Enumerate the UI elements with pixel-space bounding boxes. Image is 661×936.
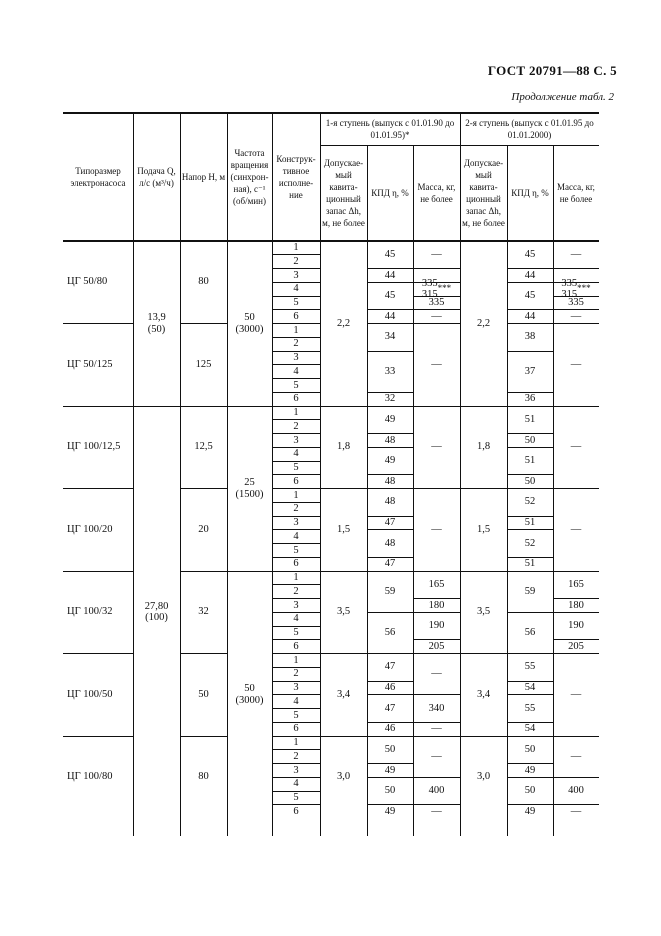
efficiency-stage-1: 47 [384, 558, 396, 570]
header-speed: Частота вращения (синхрон-ная), с⁻¹ (об/мин) [230, 147, 269, 207]
npsh-stage-1: 1,8 [336, 441, 351, 453]
mass-stage-2: — [570, 688, 582, 700]
head-value: 125 [195, 358, 212, 370]
table-rule [367, 571, 460, 572]
npsh-stage-2: 3,4 [476, 688, 491, 700]
table-rule [63, 653, 133, 654]
pump-size: ЦГ 100/50 [67, 688, 113, 700]
table-rule [227, 406, 272, 407]
pump-size: ЦГ 50/80 [67, 276, 108, 288]
table-rule [367, 736, 460, 737]
table-rule [367, 323, 460, 324]
efficiency-stage-1: 48 [384, 434, 396, 446]
header-npsh-1: Допускае-мый кавита-ционный запас Δh, м, не более [322, 157, 365, 229]
flow-value: 13,9 (50) [147, 311, 166, 335]
table-rule [272, 447, 320, 448]
efficiency-stage-1: 48 [384, 537, 396, 549]
table-rule [180, 571, 227, 572]
header-head: Напор H, м [181, 171, 226, 182]
design-number: 2 [293, 668, 299, 680]
header-npsh-2: Допускае-мый кавита-ционный запас Δh, м, не более [462, 157, 505, 229]
table-rule [272, 474, 320, 475]
header-eff-2: КПД η, % [511, 187, 549, 198]
efficiency-stage-1: 44 [384, 269, 396, 281]
table-rule [367, 653, 460, 654]
mass-stage-1: 205 [428, 640, 445, 652]
mass-stage-2: 165 [568, 578, 584, 590]
table-rule [272, 296, 320, 297]
efficiency-stage-1: 49 [384, 413, 396, 425]
header-mass-1: Масса, кг, не более [417, 181, 456, 204]
table-rule [272, 529, 320, 530]
design-number: 5 [293, 544, 299, 556]
table-rule [553, 268, 599, 269]
head-value: 50 [198, 688, 209, 700]
table-rule [272, 694, 320, 695]
table-rule [272, 612, 320, 613]
efficiency-stage-2: 44 [524, 269, 536, 281]
table-rule [272, 571, 320, 572]
efficiency-stage-2: 51 [524, 517, 536, 529]
efficiency-stage-1: 50 [384, 785, 396, 797]
efficiency-stage-2: 54 [524, 682, 536, 694]
header-size: Типоразмер электронасоса [70, 165, 126, 188]
mass-stage-2: — [570, 523, 582, 535]
table-rule [272, 653, 320, 654]
speed-value: 25 (1500) [235, 476, 264, 500]
design-number: 5 [293, 709, 299, 721]
efficiency-stage-1: 32 [384, 393, 396, 405]
npsh-stage-1: 2,2 [336, 317, 351, 329]
table-rule [272, 309, 320, 310]
speed-value: 50 (3000) [235, 683, 264, 706]
table-rule [413, 268, 460, 269]
npsh-stage-2: 1,5 [476, 523, 491, 535]
mass-stage-1: 190 [428, 620, 445, 632]
efficiency-stage-1: 59 [384, 585, 396, 597]
efficiency-stage-2: 45 [524, 290, 536, 302]
design-number: 4 [293, 530, 299, 542]
design-number: 2 [293, 255, 299, 267]
efficiency-stage-1: 47 [384, 702, 396, 714]
header-flow: Подача Q, л/с (м³/ч) [137, 165, 176, 188]
table-rule [272, 282, 320, 283]
design-number: 3 [293, 269, 299, 281]
table-rule [180, 323, 227, 324]
pump-size: ЦГ 50/125 [67, 358, 113, 370]
table-rule [272, 323, 320, 324]
table-rule [272, 736, 320, 737]
efficiency-stage-1: 47 [384, 517, 396, 529]
table-rule [272, 516, 320, 517]
table-rule [272, 502, 320, 503]
mass-stage-1: 165 [428, 578, 445, 590]
efficiency-stage-1: 48 [384, 475, 396, 487]
npsh-stage-2: 3,5 [476, 606, 491, 618]
mass-stage-1: — [431, 668, 442, 680]
design-number: 2 [293, 585, 299, 597]
design-number: 2 [293, 750, 299, 762]
mass-stage-1: 180 [428, 599, 445, 611]
table-rule [413, 145, 414, 241]
table-rule [507, 323, 599, 324]
npsh-stage-1: 3,5 [336, 606, 351, 618]
efficiency-stage-2: 50 [524, 434, 536, 446]
pump-size: ЦГ 100/12,5 [67, 441, 121, 453]
head-value: 80 [198, 276, 209, 288]
mass-stage-1: — [431, 750, 442, 762]
table-rule [272, 433, 320, 434]
table-rule [180, 406, 227, 407]
table-rule [272, 364, 320, 365]
table-rule [272, 351, 320, 352]
design-number: 3 [293, 682, 299, 694]
efficiency-stage-2: 54 [524, 723, 536, 735]
efficiency-stage-2: 36 [524, 393, 536, 405]
efficiency-stage-2: 49 [524, 805, 536, 817]
mass-stage-2: 180 [568, 599, 584, 611]
mass-stage-1: 335 [428, 297, 445, 309]
design-number: 3 [293, 434, 299, 446]
design-number: 2 [293, 420, 299, 432]
table-rule [272, 543, 320, 544]
table-rule [320, 406, 367, 407]
pump-size: ЦГ 100/80 [67, 771, 113, 783]
efficiency-stage-2: 51 [524, 558, 536, 570]
efficiency-stage-1: 33 [384, 365, 396, 377]
design-number: 4 [293, 448, 299, 460]
design-number: 6 [293, 558, 299, 570]
mass-stage-2: 335 *** [561, 277, 591, 294]
table-rule [272, 557, 320, 558]
design-number: 1 [293, 489, 299, 501]
mass-stage-1: 400 [428, 785, 445, 797]
mass-stage-2: — [570, 750, 582, 762]
header-stage-1: 1-я ступень (выпуск с 01.01.90 до 01.01.95)* [325, 117, 455, 140]
table-rule [272, 681, 320, 682]
table-rule [227, 571, 272, 572]
npsh-stage-2: 3,0 [476, 771, 491, 783]
head-value: 32 [198, 606, 209, 618]
mass-stage-1: 340 [428, 702, 445, 714]
table-rule [180, 113, 181, 241]
table-rule [553, 145, 554, 241]
table-rule [272, 378, 320, 379]
mass-stage-2: 400 [568, 785, 584, 797]
efficiency-stage-1: 45 [384, 248, 396, 260]
design-number: 2 [293, 503, 299, 515]
table-rule [227, 113, 228, 241]
table-rule [272, 667, 320, 668]
efficiency-stage-2: 50 [524, 475, 536, 487]
table-rule [460, 653, 507, 654]
head-value: 20 [198, 523, 209, 535]
efficiency-stage-1: 44 [384, 310, 396, 322]
design-number: 6 [293, 640, 299, 652]
table-rule [272, 777, 320, 778]
efficiency-stage-2: 55 [524, 702, 536, 714]
design-number: 4 [293, 778, 299, 790]
speed-value: 50 (3000) [235, 311, 264, 335]
table-rule [133, 113, 134, 241]
mass-stage-1: — [431, 523, 442, 535]
table-rule [320, 736, 367, 737]
design-number: 4 [293, 365, 299, 377]
table-rule [460, 571, 507, 572]
table-rule [272, 254, 320, 255]
mass-stage-2: — [570, 248, 582, 260]
head-value: 80 [198, 771, 209, 783]
design-number: 4 [293, 613, 299, 625]
design-number: 1 [293, 324, 299, 336]
design-number: 5 [293, 792, 299, 804]
efficiency-stage-1: 56 [384, 627, 396, 639]
table-rule [272, 488, 320, 489]
table-rule [63, 406, 133, 407]
design-number: 3 [293, 352, 299, 364]
table-rule [507, 145, 508, 241]
table-rule [507, 736, 599, 737]
header-mass-2: Масса, кг, не более [557, 181, 595, 204]
design-number: 6 [293, 310, 299, 322]
table-rule [460, 113, 461, 241]
efficiency-stage-2: 52 [524, 496, 536, 508]
efficiency-stage-2: 44 [524, 310, 536, 322]
efficiency-stage-1: 49 [384, 764, 396, 776]
efficiency-stage-2: 45 [524, 248, 536, 260]
mass-stage-2: 335 [568, 297, 584, 309]
design-number: 3 [293, 517, 299, 529]
design-number: 1 [293, 407, 299, 419]
design-number: 6 [293, 723, 299, 735]
design-number: 4 [293, 283, 299, 295]
table-rule [367, 406, 460, 407]
table-continuation-label: Продолжение табл. 2 [511, 91, 614, 103]
table-rule [133, 406, 180, 407]
table-rule [272, 419, 320, 420]
mass-stage-2: — [570, 441, 582, 453]
table-rule [272, 392, 320, 393]
table-rule [507, 488, 599, 489]
design-number: 4 [293, 695, 299, 707]
efficiency-stage-2: 51 [524, 455, 536, 467]
design-number: 3 [293, 764, 299, 776]
efficiency-stage-2: 56 [524, 627, 536, 639]
efficiency-stage-2: 37 [524, 365, 536, 377]
table-rule [507, 571, 599, 572]
npsh-stage-1: 1,5 [336, 523, 351, 535]
mass-stage-1: — [431, 358, 442, 370]
table-rule [460, 406, 507, 407]
efficiency-stage-2: 55 [524, 661, 536, 673]
table-rule [320, 113, 321, 241]
flow-value: 27,80 (100) [144, 600, 169, 624]
mass-stage-1: 335 *** [421, 277, 452, 294]
table-rule [460, 736, 507, 737]
efficiency-stage-1: 49 [384, 805, 396, 817]
npsh-stage-1: 3,0 [336, 771, 351, 783]
header-design: Конструк-тивное исполне-ние [276, 153, 316, 201]
table-rule [272, 708, 320, 709]
table-rule [272, 268, 320, 269]
design-number: 1 [293, 242, 299, 254]
mass-stage-2: 205 [568, 640, 584, 652]
table-rule [272, 406, 320, 407]
mass-stage-1: — [431, 723, 442, 735]
table-rule [272, 113, 273, 241]
efficiency-stage-1: 47 [384, 661, 396, 673]
design-number: 6 [293, 393, 299, 405]
efficiency-stage-1: 46 [384, 682, 396, 694]
design-number: 5 [293, 297, 299, 309]
efficiency-stage-2: 52 [524, 537, 536, 549]
table-rule [320, 488, 367, 489]
efficiency-stage-2: 49 [524, 764, 536, 776]
design-number: 3 [293, 599, 299, 611]
table-rule [63, 571, 133, 572]
table-rule [320, 653, 367, 654]
table-rule [272, 337, 320, 338]
table-rule [367, 488, 460, 489]
design-number: 6 [293, 805, 299, 817]
efficiency-stage-1: 49 [384, 455, 396, 467]
header-eff-1: КПД η, % [371, 187, 409, 198]
npsh-stage-2: 1,8 [476, 441, 491, 453]
table-rule [460, 488, 507, 489]
design-number: 5 [293, 462, 299, 474]
efficiency-stage-2: 38 [524, 331, 536, 343]
efficiency-stage-2: 50 [524, 743, 536, 755]
efficiency-stage-2: 51 [524, 413, 536, 425]
table-rule [272, 598, 320, 599]
design-number: 1 [293, 737, 299, 749]
table-rule [272, 461, 320, 462]
mass-stage-2: 190 [568, 620, 584, 632]
design-number: 1 [293, 572, 299, 584]
pump-size: ЦГ 100/20 [67, 523, 113, 535]
table-rule [320, 571, 367, 572]
table-rule [272, 722, 320, 723]
design-number: 1 [293, 654, 299, 666]
efficiency-stage-1: 34 [384, 331, 396, 343]
table-rule [272, 584, 320, 585]
npsh-stage-2: 2,2 [476, 317, 491, 329]
design-number: 6 [293, 475, 299, 487]
head-value: 12,5 [194, 441, 213, 453]
mass-stage-2: — [570, 310, 582, 322]
table-rule [63, 323, 133, 324]
efficiency-stage-1: 46 [384, 723, 396, 735]
table-rule [272, 763, 320, 764]
header-stage-2: 2-я ступень (выпуск с 01.01.95 до 01.01.2000) [465, 117, 594, 140]
mass-stage-1: — [431, 441, 442, 453]
table-rule [272, 639, 320, 640]
mass-stage-2: — [570, 805, 582, 817]
document-header: ГОСТ 20791—88 С. 5 [487, 63, 617, 78]
efficiency-stage-2: 50 [524, 785, 536, 797]
table-rule [507, 653, 599, 654]
mass-stage-2: — [570, 358, 582, 370]
mass-stage-1: — [431, 310, 442, 322]
design-number: 5 [293, 379, 299, 391]
mass-stage-1: — [431, 805, 442, 817]
table-rule [180, 736, 227, 737]
table-rule [272, 626, 320, 627]
design-number: 5 [293, 627, 299, 639]
efficiency-stage-1: 45 [384, 290, 396, 302]
efficiency-stage-2: 59 [524, 585, 536, 597]
efficiency-stage-1: 50 [384, 743, 396, 755]
table-rule [507, 406, 599, 407]
table-rule [367, 145, 368, 241]
table-rule [272, 749, 320, 750]
pump-size: ЦГ 100/32 [67, 606, 113, 618]
efficiency-stage-1: 48 [384, 496, 396, 508]
table-rule [180, 488, 227, 489]
mass-stage-1: — [431, 248, 442, 260]
table-rule [272, 791, 320, 792]
table-rule [180, 653, 227, 654]
table-rule [272, 804, 320, 805]
npsh-stage-1: 3,4 [336, 688, 351, 700]
design-number: 2 [293, 338, 299, 350]
table-rule [63, 488, 133, 489]
table-rule [63, 736, 133, 737]
